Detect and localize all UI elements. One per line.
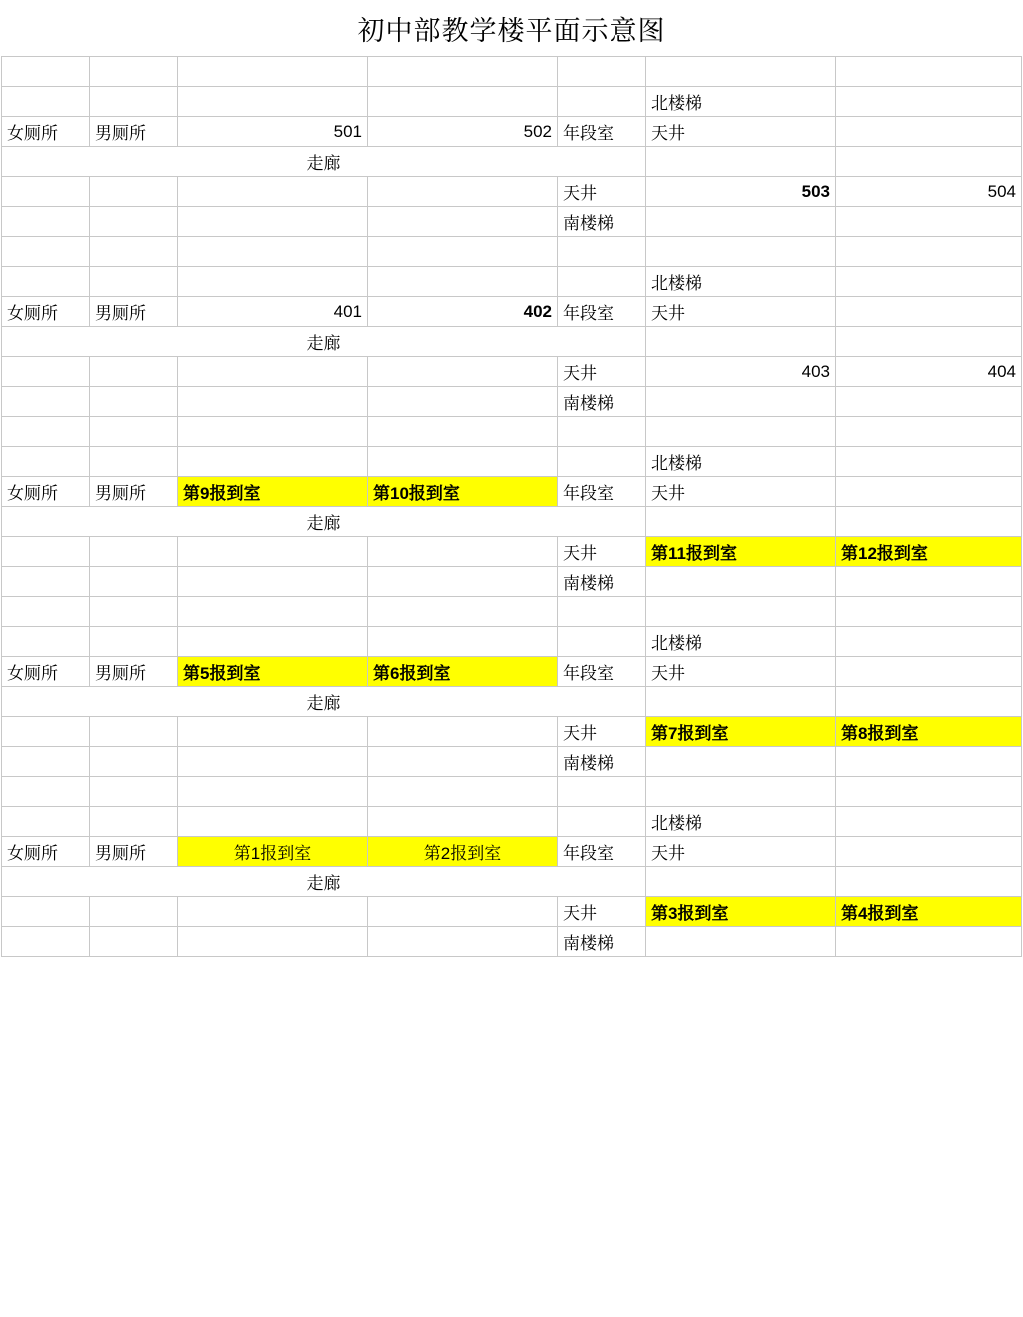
empty-cell	[646, 207, 836, 237]
empty-cell	[2, 747, 90, 777]
empty-cell	[2, 237, 90, 267]
empty-cell	[368, 237, 558, 267]
empty-cell	[368, 717, 558, 747]
empty-cell	[646, 57, 836, 87]
empty-cell	[836, 747, 1022, 777]
empty-cell	[836, 387, 1022, 417]
empty-cell	[90, 597, 178, 627]
empty-cell	[558, 87, 646, 117]
empty-cell	[836, 297, 1022, 327]
table-row	[2, 207, 1022, 237]
empty-cell	[90, 57, 178, 87]
empty-cell	[646, 867, 836, 897]
empty-cell	[836, 867, 1022, 897]
table-row	[2, 717, 1022, 747]
table-row	[2, 417, 1022, 447]
stairs-cell: 南楼梯	[558, 387, 646, 417]
empty-cell	[178, 897, 368, 927]
table-row	[2, 237, 1022, 267]
empty-cell	[558, 447, 646, 477]
patio-cell: 天井	[646, 477, 836, 507]
classroom-cell: 402	[368, 297, 558, 327]
table-row	[2, 567, 1022, 597]
classroom-cell: 404	[836, 357, 1022, 387]
empty-cell	[178, 777, 368, 807]
table-row	[2, 177, 1022, 207]
registration-room-cell: 第12报到室	[836, 537, 1022, 567]
empty-cell	[368, 207, 558, 237]
empty-cell	[178, 627, 368, 657]
empty-cell	[836, 237, 1022, 267]
patio-cell: 天井	[558, 177, 646, 207]
empty-cell	[2, 177, 90, 207]
grade-office-cell: 年段室	[558, 117, 646, 147]
empty-cell	[2, 387, 90, 417]
empty-cell	[178, 717, 368, 747]
patio-cell: 天井	[558, 357, 646, 387]
empty-cell	[178, 597, 368, 627]
empty-cell	[836, 327, 1022, 357]
empty-cell	[646, 417, 836, 447]
empty-cell	[2, 627, 90, 657]
table-row	[2, 627, 1022, 657]
empty-cell	[90, 807, 178, 837]
empty-cell	[368, 777, 558, 807]
empty-cell	[368, 747, 558, 777]
registration-room-cell: 第11报到室	[646, 537, 836, 567]
empty-cell	[836, 627, 1022, 657]
table-row	[2, 867, 1022, 897]
empty-cell	[2, 777, 90, 807]
empty-cell	[368, 597, 558, 627]
empty-cell	[836, 927, 1022, 957]
empty-cell	[368, 87, 558, 117]
corridor-cell: 走廊	[2, 687, 646, 717]
empty-cell	[368, 177, 558, 207]
patio-cell: 天井	[646, 837, 836, 867]
table-row	[2, 537, 1022, 567]
empty-cell	[368, 447, 558, 477]
restroom-cell: 女厕所	[2, 117, 90, 147]
registration-room-cell: 第10报到室	[368, 477, 558, 507]
empty-cell	[2, 57, 90, 87]
table-row	[2, 357, 1022, 387]
empty-cell	[836, 147, 1022, 177]
empty-cell	[90, 357, 178, 387]
classroom-cell: 504	[836, 177, 1022, 207]
empty-cell	[646, 927, 836, 957]
empty-cell	[558, 807, 646, 837]
empty-cell	[836, 837, 1022, 867]
empty-cell	[178, 237, 368, 267]
empty-cell	[646, 567, 836, 597]
table-row	[2, 747, 1022, 777]
restroom-cell: 女厕所	[2, 837, 90, 867]
grade-office-cell: 年段室	[558, 297, 646, 327]
empty-cell	[2, 87, 90, 117]
restroom-cell: 女厕所	[2, 477, 90, 507]
empty-cell	[558, 597, 646, 627]
table-row	[2, 837, 1022, 867]
stairs-cell: 南楼梯	[558, 567, 646, 597]
empty-cell	[178, 927, 368, 957]
empty-cell	[646, 507, 836, 537]
table-row	[2, 507, 1022, 537]
patio-cell: 天井	[646, 657, 836, 687]
empty-cell	[836, 57, 1022, 87]
corridor-cell: 走廊	[2, 867, 646, 897]
stairs-cell: 北楼梯	[646, 87, 836, 117]
empty-cell	[90, 747, 178, 777]
empty-cell	[368, 537, 558, 567]
empty-cell	[178, 267, 368, 297]
classroom-cell: 501	[178, 117, 368, 147]
empty-cell	[368, 897, 558, 927]
empty-cell	[90, 87, 178, 117]
empty-cell	[836, 567, 1022, 597]
empty-cell	[646, 747, 836, 777]
empty-cell	[178, 567, 368, 597]
empty-cell	[2, 267, 90, 297]
restroom-cell: 男厕所	[90, 837, 178, 867]
empty-cell	[178, 417, 368, 447]
registration-room-cell: 第1报到室	[178, 837, 368, 867]
restroom-cell: 男厕所	[90, 117, 178, 147]
table-row	[2, 687, 1022, 717]
empty-cell	[178, 87, 368, 117]
registration-room-cell: 第9报到室	[178, 477, 368, 507]
empty-cell	[90, 387, 178, 417]
empty-cell	[558, 627, 646, 657]
table-row	[2, 897, 1022, 927]
empty-cell	[2, 357, 90, 387]
page-title: 初中部教学楼平面示意图	[357, 15, 666, 46]
empty-cell	[558, 417, 646, 447]
empty-cell	[558, 777, 646, 807]
empty-cell	[558, 237, 646, 267]
empty-cell	[836, 507, 1022, 537]
empty-cell	[90, 897, 178, 927]
patio-cell: 天井	[558, 897, 646, 927]
empty-cell	[368, 927, 558, 957]
empty-cell	[368, 567, 558, 597]
classroom-cell: 503	[646, 177, 836, 207]
grid-body	[2, 57, 1022, 957]
empty-cell	[646, 237, 836, 267]
restroom-cell: 男厕所	[90, 657, 178, 687]
empty-cell	[90, 177, 178, 207]
empty-cell	[178, 747, 368, 777]
floor-plan-grid	[1, 56, 1022, 957]
empty-cell	[836, 417, 1022, 447]
empty-cell	[836, 447, 1022, 477]
empty-cell	[90, 777, 178, 807]
restroom-cell: 女厕所	[2, 297, 90, 327]
table-row	[2, 657, 1022, 687]
empty-cell	[836, 207, 1022, 237]
empty-cell	[90, 267, 178, 297]
empty-cell	[2, 417, 90, 447]
empty-cell	[178, 807, 368, 837]
empty-cell	[2, 717, 90, 747]
empty-cell	[2, 807, 90, 837]
empty-cell	[368, 387, 558, 417]
empty-cell	[368, 417, 558, 447]
grade-office-cell: 年段室	[558, 837, 646, 867]
empty-cell	[90, 927, 178, 957]
grade-office-cell: 年段室	[558, 477, 646, 507]
empty-cell	[646, 777, 836, 807]
empty-cell	[2, 567, 90, 597]
empty-cell	[90, 237, 178, 267]
empty-cell	[646, 327, 836, 357]
restroom-cell: 男厕所	[90, 477, 178, 507]
empty-cell	[2, 447, 90, 477]
table-row	[2, 597, 1022, 627]
table-row	[2, 57, 1022, 87]
registration-room-cell: 第5报到室	[178, 657, 368, 687]
table-row	[2, 297, 1022, 327]
table-row	[2, 117, 1022, 147]
empty-cell	[178, 537, 368, 567]
stairs-cell: 南楼梯	[558, 927, 646, 957]
empty-cell	[178, 177, 368, 207]
title-row	[0, 0, 1023, 56]
registration-room-cell: 第2报到室	[368, 837, 558, 867]
empty-cell	[90, 717, 178, 747]
empty-cell	[178, 447, 368, 477]
empty-cell	[836, 477, 1022, 507]
stairs-cell: 北楼梯	[646, 447, 836, 477]
table-row	[2, 327, 1022, 357]
classroom-cell: 403	[646, 357, 836, 387]
empty-cell	[646, 597, 836, 627]
empty-cell	[836, 267, 1022, 297]
stairs-cell: 北楼梯	[646, 267, 836, 297]
classroom-cell: 401	[178, 297, 368, 327]
stairs-cell: 南楼梯	[558, 747, 646, 777]
empty-cell	[178, 207, 368, 237]
registration-room-cell: 第3报到室	[646, 897, 836, 927]
empty-cell	[368, 807, 558, 837]
patio-cell: 天井	[646, 297, 836, 327]
restroom-cell: 女厕所	[2, 657, 90, 687]
empty-cell	[90, 447, 178, 477]
empty-cell	[368, 57, 558, 87]
table-row	[2, 87, 1022, 117]
empty-cell	[646, 147, 836, 177]
empty-cell	[646, 687, 836, 717]
classroom-cell: 502	[368, 117, 558, 147]
corridor-cell: 走廊	[2, 507, 646, 537]
table-row	[2, 387, 1022, 417]
empty-cell	[558, 267, 646, 297]
patio-cell: 天井	[646, 117, 836, 147]
registration-room-cell: 第6报到室	[368, 657, 558, 687]
stairs-cell: 南楼梯	[558, 207, 646, 237]
corridor-cell: 走廊	[2, 327, 646, 357]
empty-cell	[90, 537, 178, 567]
empty-cell	[178, 357, 368, 387]
empty-cell	[90, 417, 178, 447]
registration-room-cell: 第8报到室	[836, 717, 1022, 747]
empty-cell	[2, 927, 90, 957]
empty-cell	[90, 627, 178, 657]
empty-cell	[2, 897, 90, 927]
empty-cell	[178, 387, 368, 417]
empty-cell	[646, 387, 836, 417]
table-row	[2, 477, 1022, 507]
empty-cell	[368, 357, 558, 387]
stairs-cell: 北楼梯	[646, 627, 836, 657]
empty-cell	[836, 87, 1022, 117]
empty-cell	[836, 597, 1022, 627]
table-row	[2, 927, 1022, 957]
empty-cell	[90, 567, 178, 597]
empty-cell	[90, 207, 178, 237]
grade-office-cell: 年段室	[558, 657, 646, 687]
table-row	[2, 147, 1022, 177]
empty-cell	[368, 627, 558, 657]
empty-cell	[2, 537, 90, 567]
stairs-cell: 北楼梯	[646, 807, 836, 837]
table-row	[2, 267, 1022, 297]
empty-cell	[836, 687, 1022, 717]
patio-cell: 天井	[558, 717, 646, 747]
corridor-cell: 走廊	[2, 147, 646, 177]
empty-cell	[836, 657, 1022, 687]
empty-cell	[368, 267, 558, 297]
empty-cell	[836, 807, 1022, 837]
empty-cell	[836, 777, 1022, 807]
registration-room-cell: 第7报到室	[646, 717, 836, 747]
restroom-cell: 男厕所	[90, 297, 178, 327]
table-row	[2, 807, 1022, 837]
empty-cell	[178, 57, 368, 87]
registration-room-cell: 第4报到室	[836, 897, 1022, 927]
empty-cell	[558, 57, 646, 87]
empty-cell	[2, 597, 90, 627]
empty-cell	[2, 207, 90, 237]
table-row	[2, 447, 1022, 477]
patio-cell: 天井	[558, 537, 646, 567]
empty-cell	[836, 117, 1022, 147]
table-row	[2, 777, 1022, 807]
